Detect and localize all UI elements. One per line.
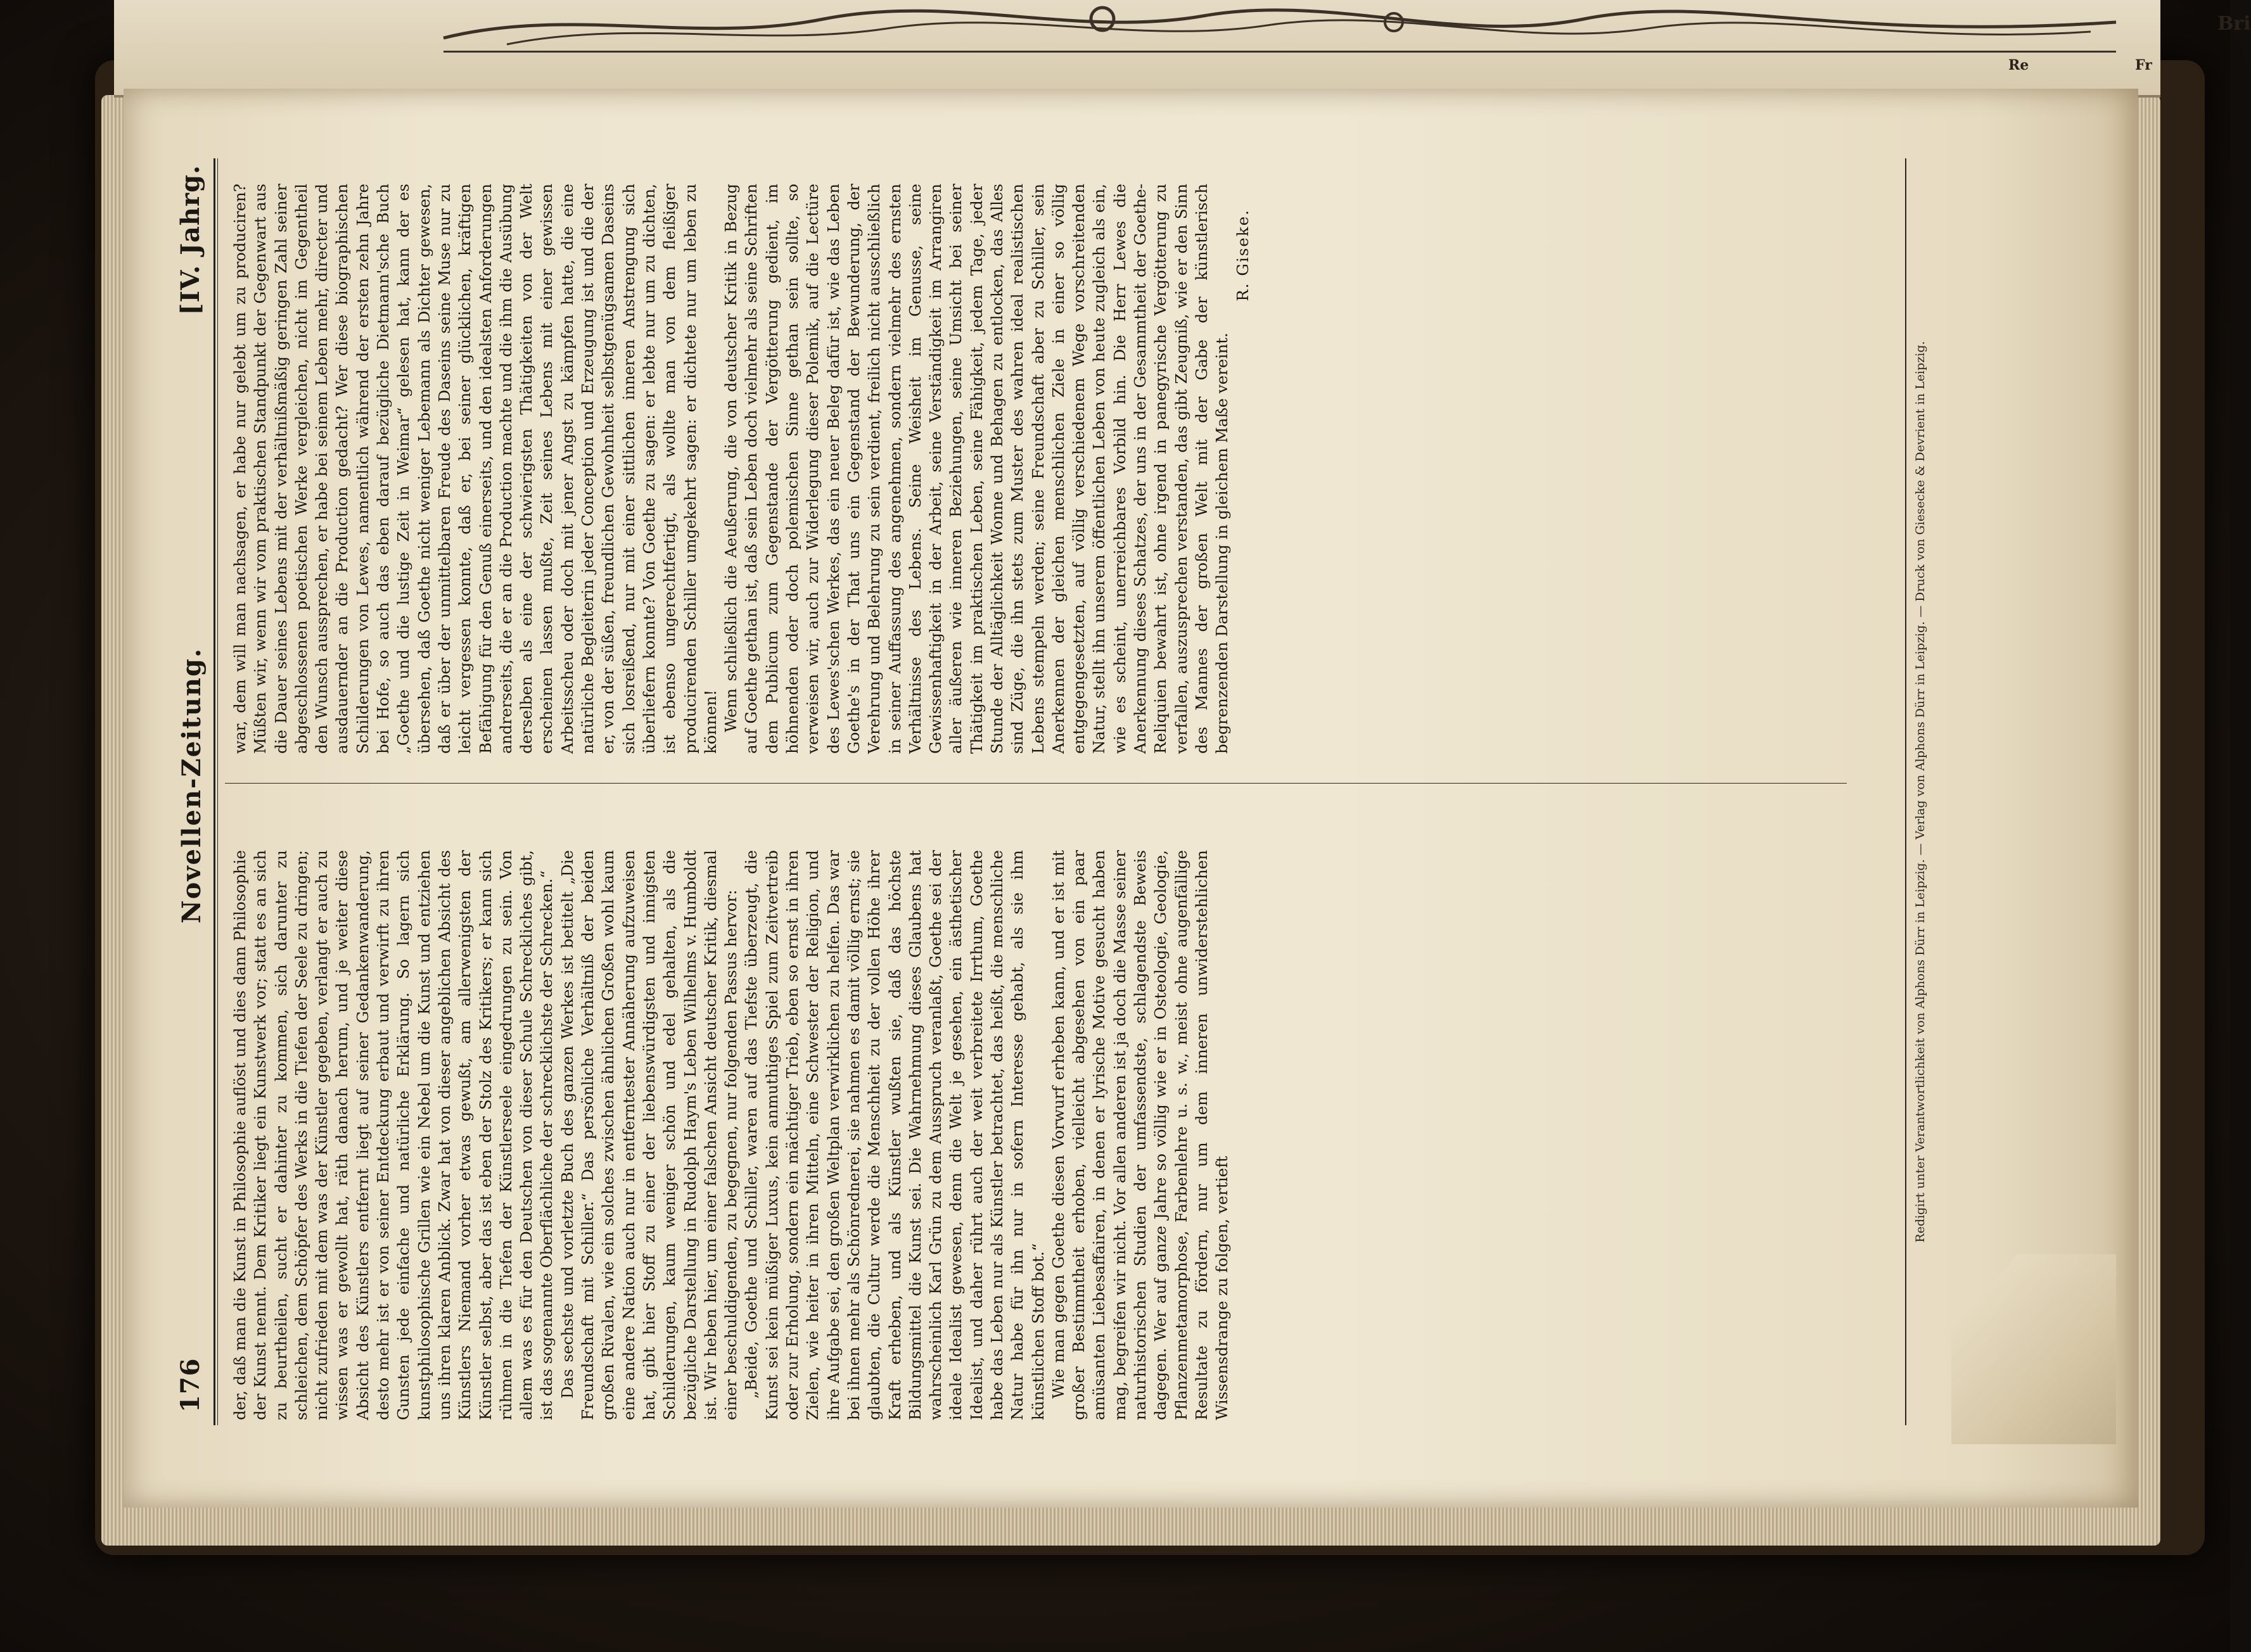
left-column bbox=[230, 850, 1890, 1420]
imprint-line: Redigirt unter Verantwortlichkeit von Alphons Dürr in Leipzig. — Verlag von Alphons Dürr in Leipzig. — Druck von Giesecke & Devrient in Leipzig. bbox=[1913, 341, 1927, 1243]
author-signature: R. Giseke. bbox=[1233, 209, 1252, 302]
paragraph: war, dem will man nachsagen, er habe nur gelebt um zu produciren? Müßten wir, wenn wir vom praktischen Standpunkt der Gegenwart aus die Dauer seines Lebens mit der verhältnißmäßig geringen Zahl seiner abgeschlossenen poetischen Werke vergleichen, nicht im Gegentheil den Wunsch aussprechen, er habe bei seinem Leben mehr, directer und ausdauernder an die Production gedacht? Wer diese biographischen Schilderungen von Lewes, namentlich während der ersten zehn Jahre bei Hofe, so auch das eben darauf bezügliche Dietmann'sche Buch „Goethe und die lustige Zeit in Weimar“ gelesen hat, kann der es übersehen, daß Goethe nicht weniger Lebemann als Dichter gewesen, daß er über der unmittelbaren Freude des Daseins seine Muse nur zu leicht vergessen konnte, daß er, bei seiner glücklichen, kräftigen Befähigung für den Genuß einerseits, und den idealsten Anforderungen andrerseits, die er an die Production machte und die ihm die Ausübung derselben als eine der schwierigsten Thätigkeiten von der Welt erscheinen lassen mußte, Zeit seines Lebens mit einer gewissen Arbeitsscheu oder doch mit jener Angst zu kämpfen hatte, die eine natürliche Begleiterin jeder Conception und Erzeugung ist und die der er, von der süßen, freundlichen Gewohnheit selbstgenügsamen Daseins sich losreißend, nur mit einer sittlichen inneren Anstrengung sich überliefern konnte? Von Goethe zu sagen: er lebte nur um zu dichten, ist ebenso ungerechtfertigt, als wollte man von dem fleißiger producirenden Schiller umgekehrt sagen: er dichtete nur um leben zu können! bbox=[231, 184, 720, 754]
paragraph: „Beide, Goethe und Schiller, waren auf das Tiefste überzeugt, die Kunst sei kein müßiger Luxus, kein anmuthiges Spiel zum Zeitvertreib oder zur Erholung, sondern ein mächtiger Trieb, eben so ernst in ihren Zielen, wie heiter in ihren Mitteln, eine Schwester der Religion, und ihre Aufgabe sei, den großen Weltplan verwirklichen zu helfen. Das war bei ihnen mehr als Schönrednerei, sie nahmen es damit völlig ernst; sie glaubten, die Cultur werde die Menschheit zu der vollen Höhe ihrer Kraft erheben, und als Künstler wußten sie, daß das höchste Bildungsmittel die Kunst sei. Die Wahrnehmung dieses Glaubens hat wahrscheinlich Karl Grün zu dem Ausspruch veranlaßt, Goethe sei der ideale Idealist gewesen, denn die Welt je gesehen, ein ästhetischer Idealist, und daher rührt auch der weit verbreitete Irrthum, Goethe habe das Leben nur als Künstler betrachtet, das heißt, die menschliche Natur habe für ihn nur in sofern Interesse gehabt, als sie ihm künstlichen Stoff bot.“ bbox=[742, 850, 1047, 1420]
volume-label: [IV. Jahrg. bbox=[175, 165, 205, 315]
column-divider bbox=[225, 783, 1847, 784]
ornament-border bbox=[443, 0, 2116, 53]
edge-glyph-3: Fr bbox=[2135, 57, 2152, 73]
edge-glyph-2: Re bbox=[2008, 57, 2029, 73]
paragraph: Wenn schließlich die Aeußerung, die von deutscher Kritik in Bezug auf Goethe gethan ist, daß sein Leben doch vielmehr als seine Schriften dem Publicum zum Gegenstande der Vergötterung gedient, im höhnenden oder doch polemischen Sinne gethan sein sollte, so verweisen wir, auch zur Widerlegung dieser Polemik, auf die Lectüre des Lewes'schen Werkes, das ein neuer Beleg dafür ist, wie das Leben Goethe's in der That uns ein Gegenstand der Bewunderung, der Verehrung und Belehrung zu sein verdient, freilich nicht ausschließlich in seiner Auffassung des angenehmen, sondern vielmehr des ernsten Verhältnisse des Lebens. Seine Weisheit im Genusse, seine Gewissenhaftigkeit in der Arbeit, seine Verständigkeit im Arrangiren aller äußeren wie inneren Beziehungen, seine Umsicht bei seiner Thätigkeit im praktischen Leben, seine Fähigkeit, jedem Tage, jeder Stunde der Alltäglichkeit Wonne und Behagen zu entlocken, das Alles sind Züge, die ihn stets zum Muster des wahren ideal realistischen Lebens stempeln werden; seine Freundschaft aber zu Schiller, sein Anerkennen der gleichen menschlichen Ziele in einer so völlig entgegengesetzten, auf völlig verschiedenem Wege vorschreitenden Natur, stellt ihn unserem öffentlichen Leben von heute zugleich als ein, wie es scheint, unerreichbares Vorbild hin. Die Herr Lewes die Anerkennung dieses Schatzes, der uns in der Gesammtheit der Goethe-Reliquien bewahrt ist, ohne irgend in panegyrische Vergötterung zu verfallen, auszusprechen verstanden, das gibt Zeugniß, wie er den Sinn des Mannes der großen Welt mit der Gabe der künstlerisch begrenzenden Darstellung in gleichem Maße vereint. bbox=[722, 184, 1232, 754]
right-column bbox=[230, 184, 1890, 754]
ornament-icon bbox=[443, 0, 2116, 51]
rotated-page-content bbox=[174, 158, 2075, 1425]
paragraph: der, daß man die Kunst in Philosophie auflöst und dies dann Philosophie der Kunst nennt. Dem Kritiker liegt ein Kunstwerk vor; statt es an sich zu beurtheilen, sucht er dahinter zu kommen, sich darunter zu schleichen, dem Schöpfer des Werks in die Tiefen der Seele zu dringen; nicht zufrieden mit dem was der Künstler gegeben, verlangt er auch zu wissen was er gewollt hat, räth danach herum, und je weiter diese Absicht des Künstlers entfernt liegt auf seiner Gedankenwanderung, desto mehr ist er von seiner Entdeckung erbaut und verwirft zu ihren Gunsten jede einfache und natürliche Erklärung. So lagern sich kunstphilosophische Grillen wie ein Nebel um die Kunst und entziehen uns ihren klaren Anblick. Zwar hat von dieser angeblichen Absicht des Künstlers Niemand vorher etwas gewußt, am allerwenigsten der Künstler selbst, aber das ist eben der Stolz des Kritikers; er kann sich rühmen in die Tiefen der Künstlerseele eingedrungen zu sein. Von allem was es für den Deutschen von dieser Schule Schreckliches gibt, ist das sogenannte Oberflächliche der schrecklichste der Schrecken.“ bbox=[231, 850, 556, 1420]
imprint-rule bbox=[1905, 158, 1906, 1425]
paragraph: Wie man gegen Goethe diesen Vorwurf erheben kann, und er ist mit großer Bestimmtheit erhoben, vielleicht abgesehen von ein paar amüsanten Liebesaffairen, in denen er lyrische Motive gesucht haben mag, begreifen wir nicht. Vor allen anderen ist ja doch die Masse seiner naturhistorischen Studien der umfassendste, schlagendste Beweis dagegen. Wer auf ganze Jahre so völlig wie er in Osteologie, Geologie, Pflanzenmetamorphose, Farbenlehre u. s. w., meist ohne augenfällige Resultate zu fördern, nur um dem inneren unwiderstehlichen Wissensdrange zu folgen, vertieft bbox=[1049, 850, 1232, 1420]
facing-page-edge bbox=[114, 0, 2251, 98]
paragraph: Das sechste und vorletzte Buch des ganzen Werkes ist betitelt „Die Freundschaft mit Schiller.“ Das persönliche Verhältniß der beiden großen Rivalen, wie ein solches zwischen ähnlichen Großen wohl kaum eine andere Nation auch nur in entferntester Annäherung aufzuweisen hat, gibt hier Stoff zu einer der liebenswürdigsten und innigsten Schilderungen, kaum weniger schön und edel gehalten, als die bezügliche Darstellung in Rudolph Haym's Leben Wilhelms v. Humboldt ist. Wir heben hier, um einer falschen Ansicht deutscher Kritik, diesmal einer beschuldigenden, zu begegnen, nur folgenden Passus hervor: bbox=[558, 850, 741, 1420]
edge-glyph-1: Bri bbox=[2217, 13, 2251, 35]
page-number: 176 bbox=[175, 1357, 205, 1413]
header-rule bbox=[214, 158, 215, 1425]
header-rule-thin bbox=[217, 158, 218, 1425]
journal-title: Novellen-Zeitung. bbox=[177, 647, 207, 924]
